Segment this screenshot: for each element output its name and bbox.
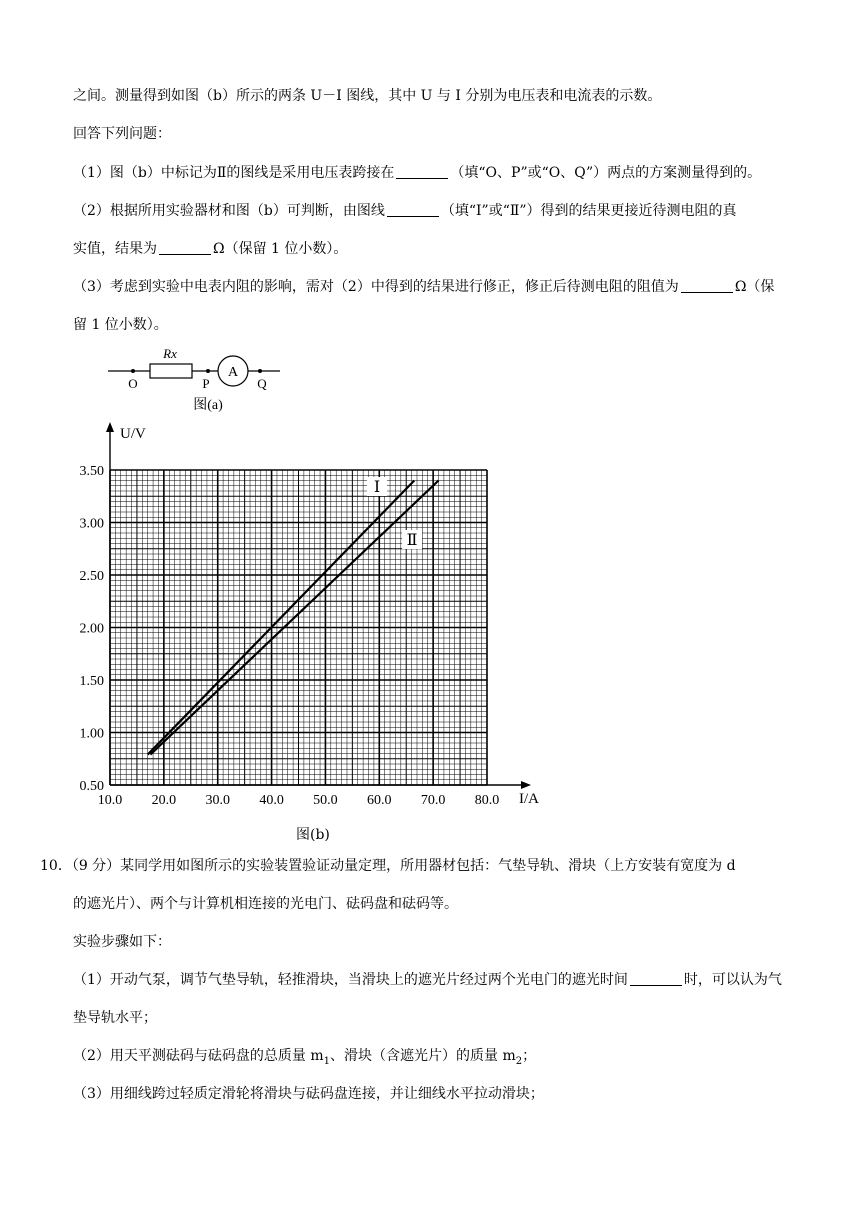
q10-step1-cont: 垫导轨水平； <box>73 1010 157 1026</box>
answer-prompt: 回答下列问题： <box>73 126 171 142</box>
x-tick-label: 80.0 <box>474 793 500 808</box>
point-o-label: O <box>128 376 138 391</box>
node-q <box>258 369 262 373</box>
point-p-label: P <box>202 376 210 391</box>
question-3-cont: 留 1 位小数）。 <box>73 317 168 333</box>
q1-blank[interactable] <box>396 164 448 179</box>
x-tick-label: 70.0 <box>420 793 446 808</box>
q10-step3: （3）用细线跨过轻质定滑轮将滑块与砝码盘连接，并让细线水平拉动滑块； <box>73 1086 544 1102</box>
q3-text-before: （3）考虑到实验中电表内阻的影响，需对（2）中得到的结果进行修正，修正后待测电阻的阻值为 <box>73 279 679 295</box>
x-tick-label: 20.0 <box>151 793 177 808</box>
q3-blank[interactable] <box>681 278 733 293</box>
resistor-label: Rx <box>163 348 177 361</box>
q10-step1-before: （1）开动气泵，调节气垫导轨，轻推滑块，当滑块上的遮光片经过两个光电门的遮光时间 <box>73 972 628 988</box>
q10-step1-blank[interactable] <box>630 971 682 986</box>
x-tick-label: 30.0 <box>205 793 230 808</box>
q10-step2-sub2: 2 <box>515 1055 523 1067</box>
y-axis-label: U/V <box>120 426 146 442</box>
figure-a-caption: 图(a) <box>193 398 223 412</box>
y-tick-label: 1.00 <box>79 726 104 742</box>
x-axis-arrow <box>521 781 531 789</box>
y-tick-label: 0.50 <box>79 779 104 794</box>
figure-b-caption: 图(b) <box>296 827 330 843</box>
q2-blank-line[interactable] <box>387 202 439 217</box>
q10-step1-after: 时，可以认为气 <box>683 972 782 988</box>
q10-line1: 10．（9 分）某同学用如图所示的实验装置验证动量定理，所用器材包括：气垫导轨、滑块（上方安装有宽度为 d <box>40 858 736 874</box>
series-line-i <box>148 481 415 755</box>
q10-line2: 的遮光片）、两个与计算机相连接的光电门、砝码盘和砝码等。 <box>73 896 458 912</box>
q10-steps-title: 实验步骤如下： <box>73 934 171 950</box>
ui-graph <box>60 420 560 815</box>
q10-step2-sub1: 1 <box>323 1055 331 1067</box>
q10-step2-part-a: （2）用天平测砝码与砝码盘的总质量 m <box>73 1048 324 1064</box>
y-tick-label: 3.00 <box>79 516 104 532</box>
question-2 <box>73 201 737 221</box>
y-tick-label: 2.50 <box>79 569 104 584</box>
resistor-symbol <box>150 364 192 378</box>
question-2-cont <box>73 239 347 259</box>
y-tick-label: 2.00 <box>79 621 104 637</box>
q1-text-before: （1）图（b）中标记为Ⅱ的图线是采用电压表跨接在 <box>73 165 395 181</box>
x-tick-label: 40.0 <box>259 793 284 808</box>
node-p <box>206 369 210 373</box>
q10-step1 <box>73 970 782 990</box>
q1-text-after: （填“O、P”或“O、Q”）两点的方案测量得到的。 <box>450 165 762 181</box>
x-tick-label: 50.0 <box>313 793 338 808</box>
intro-tail: 之间。测量得到如图（b）所示的两条 U－I 图线，其中 U 与 I 分别为电压表和电流表的示数。 <box>73 88 662 104</box>
q2-cont-after: Ω（保留 1 位小数）。 <box>213 241 348 257</box>
x-tick-label: 60.0 <box>367 793 392 808</box>
series-label-ii: Ⅱ <box>406 532 418 549</box>
question-1 <box>73 163 761 183</box>
q2-text-before: （2）根据所用实验器材和图（b）可判断，由图线 <box>73 203 385 219</box>
circuit-diagram <box>100 348 300 412</box>
y-tick-label: 1.50 <box>79 674 104 689</box>
series-label-i: Ⅰ <box>373 479 381 496</box>
q2-text-middle: （填“Ⅰ”或“Ⅱ”）得到的结果更接近待测电阻的真 <box>440 203 737 219</box>
q10-step2-part-b: 、滑块（含遮光片）的质量 m <box>330 1048 516 1064</box>
q2-blank-result[interactable] <box>159 240 211 255</box>
point-q-label: Q <box>257 376 267 391</box>
q3-text-after: Ω（保 <box>734 279 775 295</box>
x-tick-label: 10.0 <box>97 793 123 808</box>
q10-step2-part-c: ； <box>522 1048 537 1064</box>
q10-step2 <box>73 1046 536 1072</box>
y-tick-label: 3.50 <box>79 464 104 479</box>
question-3 <box>73 277 774 297</box>
q2-cont-before: 实值，结果为 <box>73 241 157 257</box>
x-axis-label: I/A <box>519 791 539 807</box>
node-o <box>131 369 135 373</box>
y-axis-arrow <box>106 422 114 432</box>
ammeter-label: A <box>227 365 239 380</box>
